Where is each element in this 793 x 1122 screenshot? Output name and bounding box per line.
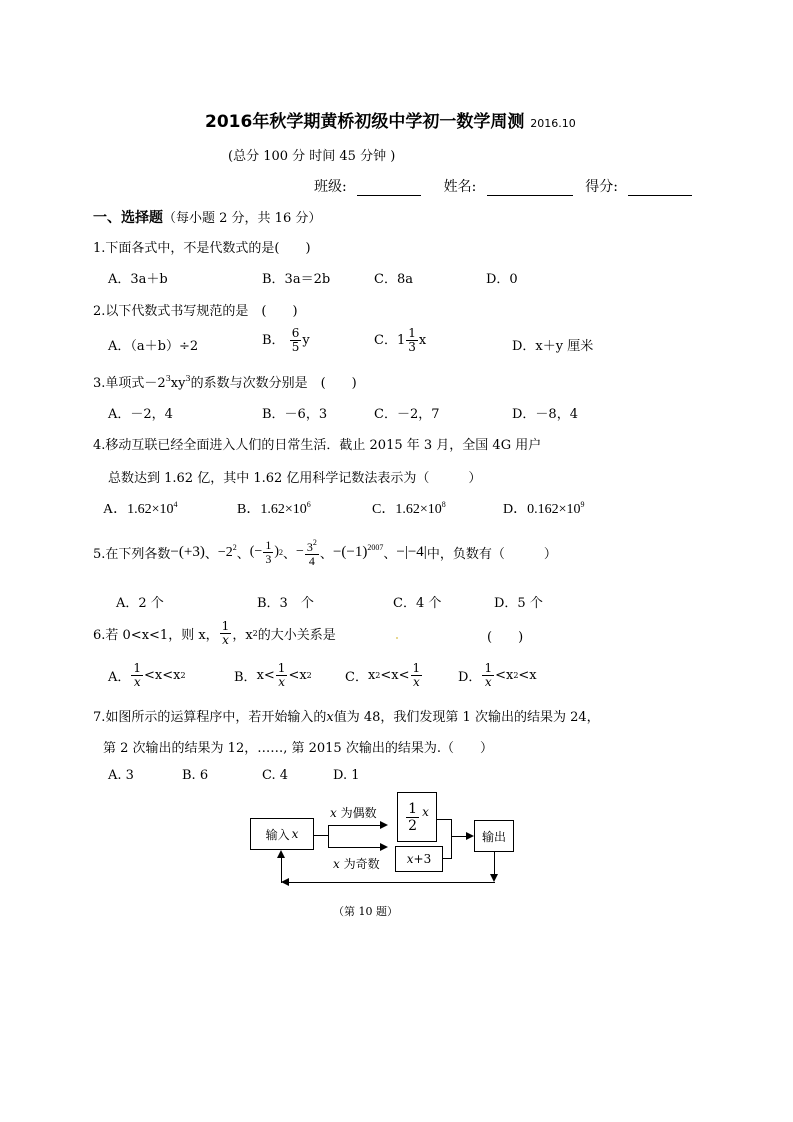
variable: y [302, 333, 310, 348]
connector-line [494, 851, 495, 875]
even-label [330, 804, 377, 821]
option-text: <x< [380, 668, 410, 683]
half-x-box [397, 792, 437, 842]
q4-option-c[interactable] [372, 498, 446, 518]
denominator: 5 [291, 340, 300, 354]
label-text: 为偶数 [336, 806, 377, 820]
denominator: 3 [265, 551, 272, 566]
fraction [482, 662, 494, 689]
connector-line [442, 858, 451, 859]
class-label: 班级: [314, 179, 347, 195]
numerator: 1 [265, 537, 272, 552]
q6-option-a[interactable] [108, 662, 186, 689]
variable: x [422, 805, 429, 819]
q5-option-d[interactable]: D．5 个 [494, 596, 543, 611]
title-text: 2016年秋学期黄桥初级中学初一数学周测 [205, 112, 525, 132]
stem-text: ，x [232, 628, 253, 643]
number-item: ) [274, 544, 279, 559]
option-label: D． [458, 670, 482, 685]
fraction [406, 327, 418, 354]
stem-text: 3.单项式－2 [93, 376, 166, 391]
q2-option-b[interactable] [262, 327, 310, 354]
q7-option-b[interactable]: B. 6 [182, 768, 209, 783]
question-5-stem: 5.在下列各数 −(+3) 、 $-2^2$ 、 (− $\frac{1}{3}$ ) 2 、 − $\frac{3^2}{4}$ 、 $-(-1)^{2007}$ 、 −|−4| 中，负数有（ ） [93, 537, 557, 568]
arrow-right-icon [466, 832, 474, 840]
question-6-stem [93, 620, 336, 647]
number-item: −(+3) [170, 543, 205, 560]
variable: x [330, 806, 337, 820]
q1-option-a[interactable]: A．3a＋b [108, 272, 168, 287]
q2-option-d[interactable]: D．x＋y 厘米 [512, 339, 594, 354]
score-field[interactable] [628, 181, 692, 196]
stem-text: 的大小关系是 [257, 628, 336, 643]
fraction [131, 662, 143, 689]
q7-option-a[interactable]: A. 3 [108, 768, 134, 783]
exponent: 2 [232, 543, 237, 552]
option-text: C．1.62×10 [372, 502, 442, 517]
q6-option-d[interactable] [458, 662, 537, 689]
option-text: <x [288, 668, 307, 683]
option-text: A．1.62×10 [103, 502, 174, 517]
plus-three-box [395, 846, 443, 872]
question-2-stem: 2.以下代数式书写规范的是 ( ) [93, 304, 298, 319]
arrow-right-icon [380, 821, 388, 829]
exponent: 9 [580, 500, 585, 509]
number-item: −|−4| [396, 543, 427, 560]
q2-option-c[interactable] [374, 327, 426, 354]
q4-option-a[interactable] [103, 498, 178, 518]
variable: x [406, 852, 414, 866]
q2-option-c-label: C．1 [374, 333, 406, 348]
number-item: − [296, 544, 304, 559]
q3-option-b[interactable]: B．－6，3 [262, 407, 328, 422]
number-item: (− [249, 544, 263, 559]
section-title: 一、选择题 [93, 210, 163, 226]
stem-text: 值为 48，我们发现第 1 次输出的结果为 24， [333, 710, 600, 725]
page-title [205, 107, 576, 132]
numerator: 1 [484, 661, 493, 675]
label-text: 为奇数 [339, 857, 380, 871]
numerator: 1 [133, 661, 142, 675]
question-7-stem-line2: 第 2 次输出的结果为 12，……, 第 2015 次输出的结果为.（ ） [103, 741, 493, 756]
stem-text: 5.在下列各数 [93, 546, 171, 562]
numerator: 1 [221, 619, 230, 633]
connector-line [328, 847, 384, 848]
option-label: C． [345, 670, 368, 685]
q7-option-d[interactable]: D. 1 [333, 768, 360, 783]
q6-option-b[interactable] [234, 662, 312, 689]
numerator: 1 [408, 326, 416, 340]
numerator: 1 [412, 661, 421, 675]
name-label: 姓名: [443, 179, 477, 195]
denominator: x [278, 675, 285, 689]
exponent: 6 [306, 500, 311, 509]
connector-line [285, 882, 495, 883]
numerator: 1 [408, 800, 418, 817]
stem-text: 7.如图所示的运算程序中，若开始输入的 [93, 710, 327, 725]
score-label: 得分: [585, 179, 618, 195]
arrow-up-icon [277, 850, 285, 858]
stem-text: 的系数与次数分别是 ( ) [190, 376, 357, 391]
option-text: <x<x [144, 668, 181, 683]
arrow-right-icon [380, 843, 388, 851]
class-field[interactable] [357, 181, 421, 196]
q1-option-c[interactable]: C．8a [374, 272, 413, 287]
exponent: 4 [173, 500, 178, 509]
student-info-line [314, 176, 692, 196]
denominator: 4 [308, 554, 315, 568]
variable: x [333, 857, 340, 871]
exponent: 2 [279, 547, 283, 557]
arrow-down-icon [490, 874, 498, 882]
denominator: x [412, 675, 420, 689]
q6-option-c[interactable] [345, 662, 423, 689]
denominator: 2 [408, 817, 418, 834]
connector-line [281, 857, 282, 883]
q4-option-d[interactable] [503, 498, 585, 518]
q2-option-b-label: B． [262, 333, 285, 348]
variable: x [291, 827, 299, 841]
denominator: 3 [408, 340, 416, 354]
option-text: D．0.162×10 [503, 502, 581, 517]
exponent: 3 [185, 374, 191, 383]
odd-label [333, 855, 380, 872]
input-box [250, 818, 314, 850]
q5-option-c[interactable]: C．4 个 [393, 596, 442, 611]
question-6-bracket: ( ) [487, 630, 524, 645]
q2-option-a[interactable]: A．（a＋b）÷2 [108, 339, 199, 354]
label-text: +3 [413, 852, 432, 866]
stray-dot [396, 637, 398, 639]
option-text: <x [495, 668, 514, 683]
question-7-stem-line1 [93, 706, 600, 725]
fraction [290, 327, 302, 354]
stem-text: 中，负数有（ ） [426, 546, 557, 562]
question-4-stem-line2: 总数达到 1.62 亿，其中 1.62 亿用科学记数法表示为（ ） [108, 471, 482, 486]
number-item: −(−1) [332, 544, 368, 560]
question-1-stem: 1.下面各式中，不是代数式的是( ) [93, 241, 311, 256]
exponent: 2 [180, 671, 186, 680]
option-text: x [367, 668, 376, 683]
numerator: 1 [277, 661, 286, 675]
stem-text: xy [170, 376, 186, 391]
fraction [263, 539, 273, 566]
fraction [305, 536, 319, 568]
fraction [276, 662, 288, 689]
connector-line [451, 819, 452, 859]
denominator: x [133, 675, 141, 689]
denominator: x [484, 675, 492, 689]
q5-option-b[interactable]: B．3 个 [257, 596, 314, 611]
title-date: 2016.10 [530, 117, 576, 130]
connector-line [328, 825, 329, 847]
q5-option-a[interactable]: A．2 个 [116, 596, 164, 611]
exam-subtitle: (总分 100 分 时间 45 分钟 ) [228, 149, 396, 164]
fraction [220, 620, 232, 647]
exponent: 2007 [367, 543, 384, 552]
option-label: A． [108, 670, 131, 685]
connector-line [436, 819, 451, 820]
exponent: 8 [441, 500, 446, 509]
q4-option-b[interactable] [237, 498, 311, 518]
output-label: 输出 [481, 829, 506, 844]
question-3-stem [93, 372, 357, 391]
stem-text: 6.若 0<x<1，则 x， [93, 628, 219, 643]
fraction [411, 662, 423, 689]
q3-option-c[interactable]: C．－2，7 [374, 407, 440, 422]
option-text: B．1.62×10 [237, 502, 307, 517]
q1-option-d[interactable]: D．0 [486, 272, 518, 287]
numerator: 3 [306, 540, 313, 554]
exponent: 2 [513, 671, 519, 680]
option-text: x< [256, 668, 275, 683]
number-item: −2 [217, 545, 233, 560]
question-4-stem-line1: 4.移动互联已经全面进入人们的日常生活．截止 2015 年 3 月，全国 4G 用户 [93, 438, 542, 453]
q1-option-b[interactable]: B．3a＝2b [262, 272, 331, 287]
output-box [474, 820, 514, 852]
q7-option-c[interactable]: C. 4 [262, 768, 289, 783]
connector-line [313, 835, 328, 836]
connector-line [328, 825, 384, 826]
section-note: （每小题 2 分，共 16 分） [163, 211, 322, 226]
exponent: 3 [165, 374, 171, 383]
q3-option-a[interactable]: A．－2，4 [108, 407, 173, 422]
exponent: 2 [312, 538, 317, 547]
option-label: B． [234, 670, 257, 685]
input-label: 输入 [265, 827, 290, 842]
q3-option-d[interactable]: D．－8，4 [512, 407, 578, 422]
arrow-left-icon [281, 878, 289, 886]
option-text: <x [518, 668, 537, 683]
figure-caption: （第 10 题） [333, 905, 398, 918]
name-field[interactable] [487, 181, 573, 196]
exponent: 2 [306, 671, 312, 680]
numerator: 6 [291, 326, 300, 340]
section-heading [93, 207, 321, 227]
denominator: x [222, 633, 229, 647]
exponent: 2 [375, 671, 381, 680]
exponent: 2 [252, 629, 258, 638]
variable: x [326, 710, 334, 725]
fraction [406, 801, 419, 834]
variable: x [418, 333, 427, 348]
